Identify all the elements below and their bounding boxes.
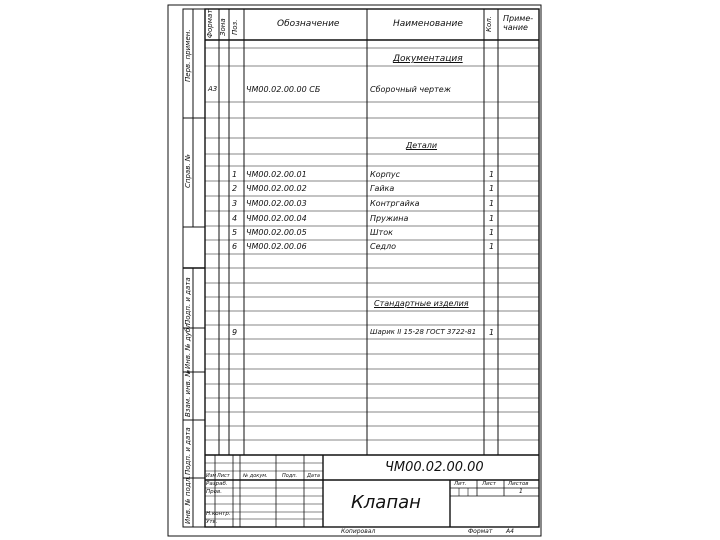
- part-designation: ЧМ00.02.00.05: [246, 228, 307, 237]
- part-designation: ЧМ00.02.00.02: [246, 184, 307, 193]
- part-name: Седло: [370, 242, 397, 251]
- header-qty: Кол.: [485, 16, 493, 32]
- tb-role-norm-control: Н.контр.: [206, 511, 231, 517]
- header-pos: Поз.: [231, 19, 239, 35]
- part-pos: 2: [232, 184, 238, 193]
- footer-format-value: A4: [506, 528, 514, 535]
- part-name: Пружина: [370, 214, 409, 223]
- part-pos: 6: [232, 242, 238, 251]
- tb-col-doc-no: № докум.: [243, 473, 268, 479]
- tb-col-rev: Изм: [206, 473, 217, 479]
- side-label-orig-inv: Инв. № подл.: [184, 475, 192, 524]
- part-pos: 5: [232, 228, 238, 237]
- doc-format: А3: [208, 85, 218, 93]
- header-note: Приме- чание: [503, 14, 534, 32]
- part-designation: ЧМ00.02.00.01: [246, 170, 307, 179]
- side-label-first-use: Перв. примен.: [184, 29, 192, 82]
- footer-copied: Копировал: [341, 528, 376, 535]
- tb-role-checker: Пров.: [206, 489, 222, 495]
- part-pos: 1: [232, 170, 238, 179]
- part-name: Контргайка: [370, 199, 420, 208]
- tb-col-sheet: Лист: [217, 473, 230, 479]
- section-standard: Стандартные изделия: [374, 299, 469, 308]
- part-pos: 3: [232, 199, 238, 208]
- header-zone: Зона: [219, 18, 227, 36]
- part-qty: 1: [489, 242, 495, 251]
- part-qty: 1: [489, 184, 495, 193]
- title-designation: ЧМ00.02.00.00: [385, 460, 484, 475]
- part-designation: ЧМ00.02.00.06: [246, 242, 307, 251]
- tb-col-sign: Подп.: [282, 473, 298, 479]
- part-designation: ЧМ00.02.00.04: [246, 214, 307, 223]
- header-name: Наименование: [393, 19, 463, 29]
- side-label-sign-date: Подп. и дата: [184, 277, 192, 325]
- side-label-dup-inv: Инв. № дубл.: [184, 321, 192, 369]
- tb-lit: Лит.: [454, 481, 467, 487]
- tb-sheet: Лист: [482, 481, 496, 487]
- part-name: Корпус: [370, 170, 401, 179]
- standard-qty: 1: [489, 328, 495, 337]
- tb-sheets: Листов: [508, 481, 529, 487]
- part-name: Шток: [370, 228, 393, 237]
- tb-sheets-count: 1: [519, 488, 523, 495]
- doc-name: Сборочный чертеж: [370, 85, 451, 94]
- section-documentation: Документация: [393, 54, 463, 64]
- part-qty: 1: [489, 228, 495, 237]
- part-qty: 1: [489, 214, 495, 223]
- part-qty: 1: [489, 170, 495, 179]
- side-label-ref-no: Справ. №: [184, 153, 192, 188]
- tb-role-approved: Утв.: [206, 519, 218, 525]
- part-designation: ЧМ00.02.00.03: [246, 199, 307, 208]
- standard-pos: 9: [232, 328, 238, 337]
- tb-role-developer: Разраб.: [206, 481, 228, 487]
- header-designation: Обозначение: [277, 19, 340, 29]
- standard-name: Шарик II 15-28 ГОСТ 3722-81: [370, 328, 477, 336]
- tb-col-date: Дата: [307, 473, 320, 479]
- side-label-sign-date-2: Подп. и дата: [184, 427, 192, 475]
- part-qty: 1: [489, 199, 495, 208]
- header-format: Формат: [206, 9, 214, 38]
- side-label-repl-inv: Взам. инв. №: [184, 369, 192, 417]
- part-pos: 4: [232, 214, 238, 223]
- doc-designation: ЧМ00.02.00.00 СБ: [246, 85, 321, 94]
- title-name: Клапан: [351, 492, 421, 513]
- part-name: Гайка: [370, 184, 395, 193]
- footer-format: Формат: [468, 528, 493, 535]
- section-parts: Детали: [406, 141, 438, 150]
